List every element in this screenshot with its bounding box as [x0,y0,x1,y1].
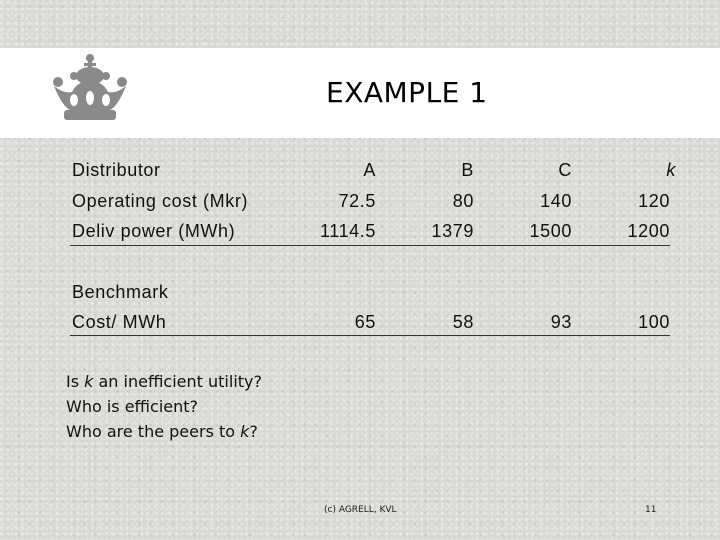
question-variable: k [240,422,250,441]
cell-a-deliv-power: 1114.5 [320,221,376,241]
footer-credit: (c) AGRELL, KVL [324,505,397,515]
question-line-3 [66,422,258,441]
question-text: ? [249,422,258,441]
row-label-deliv-power: Deliv power (MWh) [72,221,236,241]
cell-c-deliv-power: 1500 [529,221,572,241]
question-variable: k [84,372,94,391]
column-header-a: A [363,160,376,180]
row-label-cost-per-mwh: Cost/ MWh [72,312,167,332]
slide-title: EXAMPLE 1 [326,76,488,109]
question-text: an inefficient utility? [93,372,262,391]
row-label-distributor: Distributor [72,160,161,180]
crown-logo-icon [44,52,136,124]
question-text: Is [66,372,85,391]
question-line-1 [66,372,262,391]
row-label-benchmark: Benchmark [72,282,169,302]
row-label-operating-cost: Operating cost (Mkr) [72,191,249,211]
table-divider [70,245,670,246]
column-header-b: B [461,160,474,180]
cell-c-operating-cost: 140 [540,191,572,211]
cell-k-deliv-power: 1200 [627,221,670,241]
question-text: Who is efficient? [66,397,199,416]
cell-b-deliv-power: 1379 [431,221,474,241]
column-header-k: k [666,160,676,180]
question-line-2 [66,397,198,416]
column-header-c: C [558,160,572,180]
cell-b-operating-cost: 80 [452,191,474,211]
cell-k-operating-cost: 120 [638,191,670,211]
question-text: Who are the peers to [66,422,241,441]
cell-k-cost-per-mwh: 100 [638,312,670,332]
table-bottom-rule [70,335,670,336]
cell-a-operating-cost: 72.5 [338,191,376,211]
cell-b-cost-per-mwh: 58 [452,312,474,332]
cell-a-cost-per-mwh: 65 [354,312,376,332]
page-number: 11 [645,505,657,515]
cell-c-cost-per-mwh: 93 [550,312,572,332]
